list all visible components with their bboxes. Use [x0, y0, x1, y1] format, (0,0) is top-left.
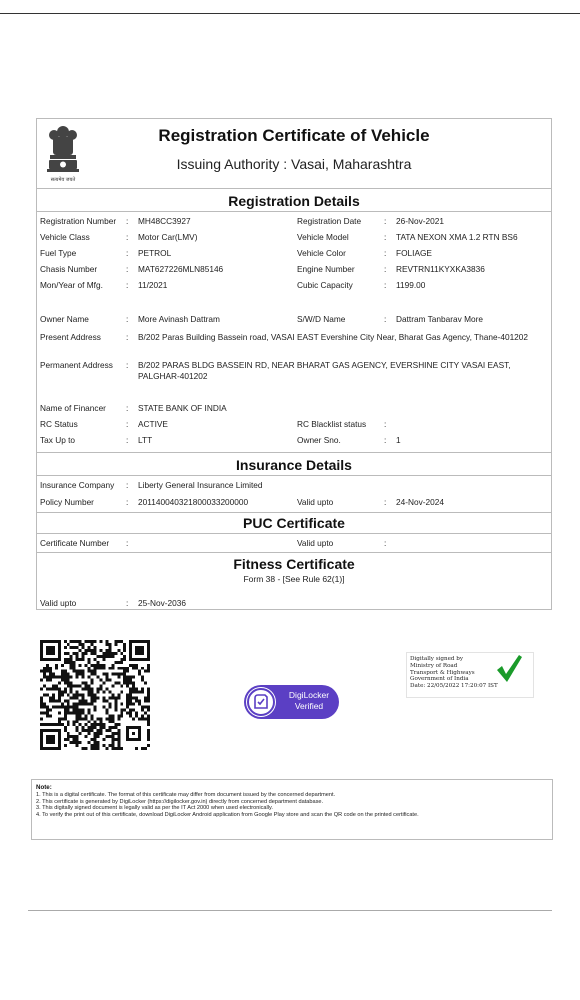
fitness-heading: Fitness Certificate	[233, 556, 355, 572]
divider	[37, 512, 551, 513]
signature-line: Ministry of Road	[410, 662, 458, 669]
field-label: Mon/Year of Mfg.	[40, 280, 103, 290]
separator: :	[126, 435, 129, 445]
separator: :	[384, 435, 387, 445]
field-label: RC Status	[40, 419, 78, 429]
field-label: Tax Up to	[40, 435, 76, 445]
field-label: Certificate Number	[40, 538, 110, 548]
divider	[37, 211, 551, 212]
separator: :	[126, 248, 129, 258]
digital-signature-block	[406, 652, 534, 698]
signature-date: Date: 22/05/2022 17:20:07 IST	[410, 683, 498, 690]
separator: :	[384, 264, 387, 274]
separator: :	[126, 419, 129, 429]
field-label: S/W/D Name	[297, 314, 346, 324]
emblem-caption: सत्यमेव जयते	[50, 177, 76, 183]
rc-status: ACTIVE	[138, 419, 168, 429]
separator: :	[384, 497, 387, 507]
separator: :	[126, 598, 129, 608]
divider	[37, 188, 551, 189]
field-label: Engine Number	[297, 264, 355, 274]
field-label: Registration Number	[40, 216, 117, 226]
separator: :	[126, 538, 129, 548]
separator: :	[384, 232, 387, 242]
registration-number: MH48CC3927	[138, 216, 191, 226]
signature-line: Government of India	[410, 676, 469, 683]
issuing-authority: Issuing Authority : Vasai, Maharashtra	[176, 156, 412, 172]
engine-number: REVTRN11KYXKA3836	[396, 264, 485, 274]
field-label: Registration Date	[297, 216, 362, 226]
vehicle-color: FOLIAGE	[396, 248, 432, 258]
manufacture-date: 11/2021	[138, 280, 168, 290]
insurance-heading: Insurance Details	[236, 457, 352, 473]
registration-certificate	[36, 118, 552, 610]
field-label: Permanent Address	[40, 360, 113, 370]
separator: :	[126, 216, 129, 226]
top-divider	[0, 13, 580, 14]
field-label: Vehicle Class	[40, 232, 90, 242]
separator: :	[384, 216, 387, 226]
separator: :	[126, 360, 129, 370]
separator: :	[126, 264, 129, 274]
badge-line2: Verified	[294, 701, 324, 711]
checkmark-icon	[495, 653, 523, 685]
divider	[37, 475, 551, 476]
field-label: Name of Financer	[40, 403, 106, 413]
note-line: 3. This digitally signed document is legally valid as per the IT Act 2000 when used electronically.	[36, 805, 273, 812]
divider	[37, 552, 551, 553]
field-label: Owner Sno.	[297, 435, 341, 445]
owner-sno: 1	[396, 435, 401, 445]
field-label: Valid upto	[297, 497, 334, 507]
separator: :	[126, 480, 129, 490]
field-label: Chasis Number	[40, 264, 98, 274]
field-label: Valid upto	[297, 538, 334, 548]
field-label: Vehicle Color	[297, 248, 346, 258]
field-label: Insurance Company	[40, 480, 115, 490]
puc-heading: PUC Certificate	[243, 515, 345, 531]
certificate-title: Registration Certificate of Vehicle	[158, 126, 430, 145]
chasis-number: MAT627226MLN85146	[138, 264, 224, 274]
badge-line1: DigiLocker	[288, 690, 330, 700]
field-label: Policy Number	[40, 497, 94, 507]
field-label: Fuel Type	[40, 248, 77, 258]
fitness-form: Form 38 - [See Rule 62(1)]	[243, 574, 345, 584]
vehicle-class: Motor Car(LMV)	[138, 232, 198, 242]
fitness-valid-upto: 25-Nov-2036	[138, 598, 186, 608]
insurance-company: Liberty General Insurance Limited	[138, 480, 263, 490]
note-title: Note:	[36, 784, 52, 791]
vehicle-model: TATA NEXON XMA 1.2 RTN BS6	[396, 232, 518, 242]
owner-name: More Avinash Dattram	[138, 314, 220, 324]
signature-line: Digitally signed by	[410, 656, 463, 662]
field-label: Present Address	[40, 332, 101, 342]
digilocker-verified-badge	[244, 685, 339, 719]
bottom-divider	[28, 910, 552, 911]
divider	[37, 452, 551, 453]
divider	[37, 533, 551, 534]
field-label: Vehicle Model	[297, 232, 349, 242]
policy-number: 201140040321800033200000	[138, 497, 249, 507]
field-label: Cubic Capacity	[297, 280, 353, 290]
qr-code-icon	[40, 640, 150, 750]
separator: :	[126, 314, 129, 324]
separator: :	[126, 232, 129, 242]
note-line: 4. To verify the print out of this certificate, download DigiLocker Android application from Google Play store and scan the QR code on the printed certificate.	[36, 811, 419, 818]
separator: :	[126, 403, 129, 413]
permanent-address: B/202 PARAS BLDG BASSEIN RD, NEAR BHARAT GAS AGENCY, EVERSHINE CITY VASAI EAST, PALGHAR-401202	[138, 360, 511, 381]
digilocker-icon	[246, 687, 276, 717]
separator: :	[384, 280, 387, 290]
swd-name: Dattram Tanbarav More	[396, 314, 483, 324]
separator: :	[384, 538, 387, 548]
note-box	[31, 779, 553, 840]
tax-up-to: LTT	[138, 435, 153, 445]
signature-line: Transport & Highways	[410, 669, 475, 676]
registration-date: 26-Nov-2021	[396, 216, 444, 226]
present-address: B/202 Paras Building Bassein road, VASAI EAST Evershine City Near, Bharat Gas Agency, Thane-401202	[138, 332, 529, 342]
field-label: Valid upto	[40, 598, 77, 608]
separator: :	[384, 248, 387, 258]
fuel-type: PETROL	[138, 248, 172, 258]
cubic-capacity: 1199.00	[396, 280, 426, 290]
field-label: RC Blacklist status	[297, 419, 367, 429]
badge-label	[281, 690, 337, 712]
financer-name: STATE BANK OF INDIA	[138, 403, 227, 413]
insurance-valid-upto: 24-Nov-2024	[396, 497, 444, 507]
note-line: 2. This certificate is generated by DigiLocker (https://digilocker.gov.in) directly from concerned department database.	[36, 798, 324, 805]
note-line: 1. This is a digital certificate. The format of this certificate may differ from document issued by the concerned department.	[36, 792, 336, 798]
separator: :	[126, 280, 129, 290]
separator: :	[384, 419, 387, 429]
separator: :	[126, 332, 129, 342]
field-label: Owner Name	[40, 314, 89, 324]
separator: :	[126, 497, 129, 507]
separator: :	[384, 314, 387, 324]
registration-heading: Registration Details	[228, 193, 360, 209]
